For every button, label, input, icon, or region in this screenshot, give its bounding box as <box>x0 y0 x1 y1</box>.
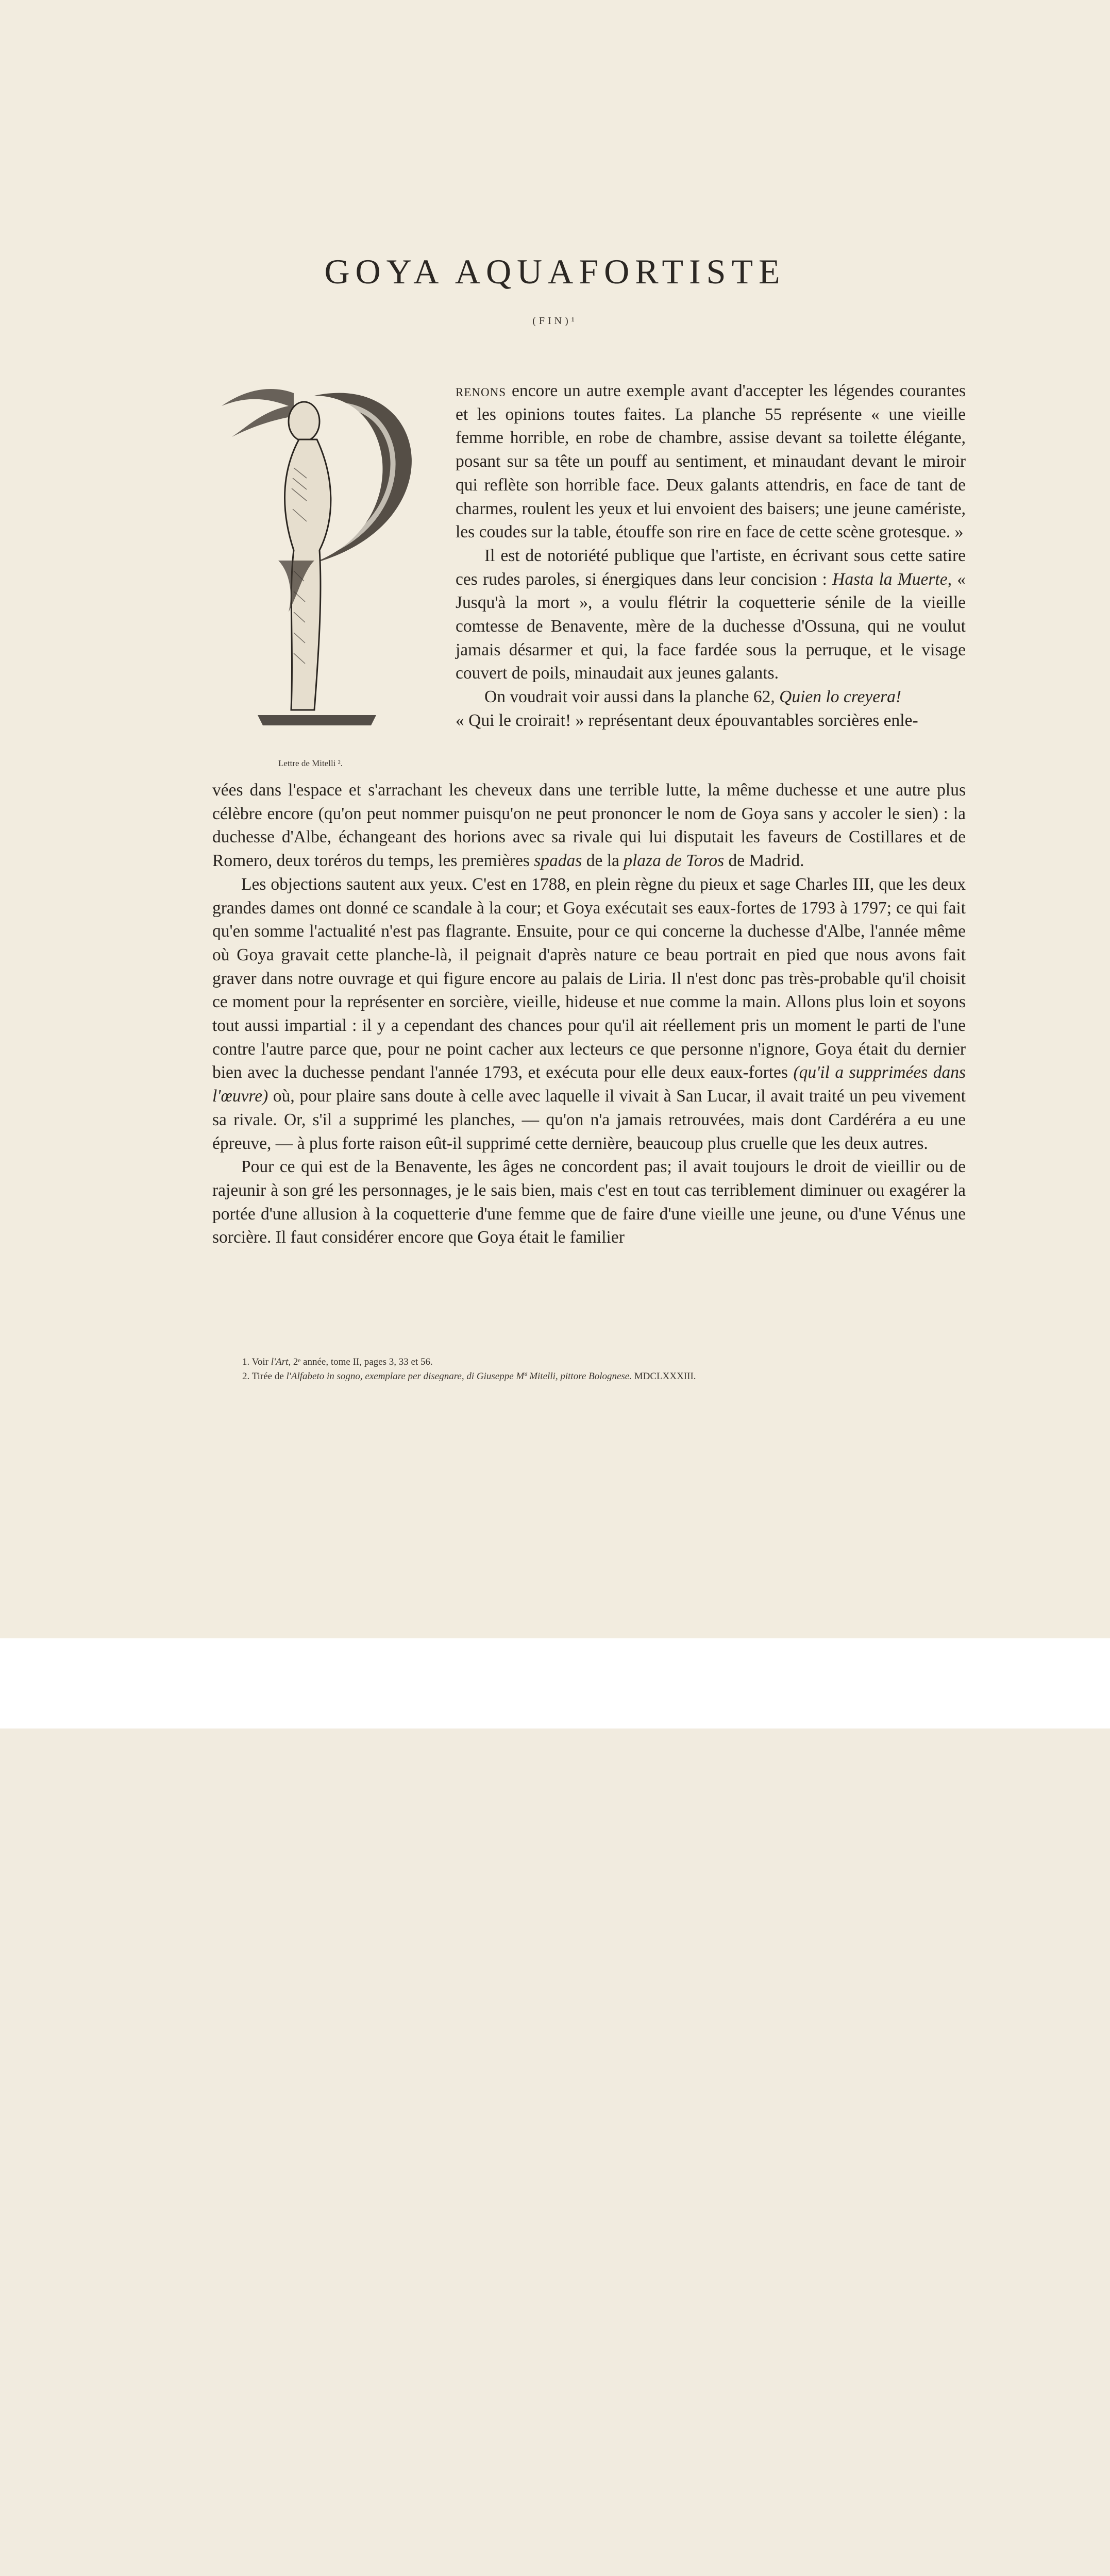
footnote-2-italic: l'Alfabeto in sogno, exemplare per disegnare, di Giuseppe Mª Mitelli, pittore Bolognese. <box>286 1371 632 1382</box>
paragraph-3-text-b: « Qui le croirait! » représentant deux épouvantables sorcières enle- <box>456 710 918 730</box>
paragraph-4-text-a: Les objections sautent aux yeux. C'est en 1788, en plein règne du pieux et sage Charles III, que les deux grandes dames ont donné ce scandale à la cour; et Goya exécutait ses eaux-fortes de 1793 à 1797; ce qui fait qu'en somme l'actualité n'est pas flagrante. Ensuite, pour ce qui concerne la duchesse d'Albe, l'année même où Goya gravait cette planche-là, il peignait d'après nature ce beau portrait en pied que nous avons fait graver dans notre ouvrage et qui figure encore au palais de Liria. Il n'est donc pas très-probable qu'il choisit ce moment pour la représenter en sorcière, vieille, hideuse et nue comme la main. Allons plus loin et soyons tout aussi impartial : il y a cependant des chances pour qu'il ait réellement pris un moment le parti de l'une contre l'autre parce que, pour ne point cacher aux lecteurs ce que personne n'ignore, Goya était du dernier bien avec la duchesse pendant l'année 1793, et exécuta pour elle deux eaux-fortes <box>212 874 966 1082</box>
body-column-narrow <box>456 379 966 733</box>
footnote-1 <box>242 1355 964 1369</box>
paragraph-3-text-a: On voudrait voir aussi dans la planche 62, <box>484 687 780 707</box>
paragraph-3-cont <box>212 778 966 873</box>
footnote-1-text-a: 1. Voir <box>242 1357 271 1367</box>
paragraph-4-text-b: où, pour plaire sans doute à celle avec laquelle il vivait à San Lucar, il avait traité un peu vivement sa rivale. Or, s'il a supprimé les planches, — qu'on n'a jamais retrouvées, mais dont Cardéréra a eu une épreuve, — à plus forte raison eût-il supprimé cette dernière, beaucoup plus cruelle que les deux autres. <box>212 1087 966 1153</box>
digitization-footer <box>0 1638 1110 1728</box>
paragraph-3-text-e: de Madrid. <box>724 851 804 871</box>
paragraph-3-text-c: vées dans l'espace et s'arrachant les cheveux dans une terrible lutte, la même duchesse et une autre plus célèbre encore (qu'on peut nommer puisqu'on ne peut prononcer le nom de Goya sans y accoler le sien) : la duchesse d'Albe, échangeant des horions avec sa rivale qui lui disputait les faveurs de Costillares et de Romero, deux toréros du temps, les premières <box>212 781 966 871</box>
paragraph-2-text-b: « Jusqu'à la mort », a voulu flétrir la coquetterie sénile de la vieille comtesse de Benavente, mère de la duchesse d'Ossuna, qui ne voulut jamais désarmer et qui, la face fardée sous la perruque, et le visage couvert de poils, minaudait aux jeunes galants. <box>456 569 966 683</box>
article-subtitle: (FIN)¹ <box>532 315 578 327</box>
paragraph-1-text: encore un autre exemple avant d'accepter les légendes courantes et les opinions toutes faites. La planche 55 représente « une vieille femme horrible, en robe de chambre, assise devant sa toilette élégante, posant sur sa tête un pouff au sentiment, et minaudant devant le miroir qui reflète son horrible face. Deux galants attendris, en face de tant de charmes, roulent les yeux et lui envoient des baisers; une jeune camériste, les coudes sur la table, étouffe son rire en face de cette scène grotesque. » <box>456 381 966 542</box>
body-column-wide <box>212 778 966 1249</box>
initial-letter-p-illustration <box>216 375 443 746</box>
paragraph-2-italic: Hasta la Muerte, <box>832 569 952 589</box>
paragraph-1 <box>456 379 966 544</box>
footnote-1-italic: l'Art <box>271 1357 289 1367</box>
footnote-2-text-b: MDCLXXXIII. <box>631 1371 696 1382</box>
paragraph-2-text-a: Il est de notoriété publique que l'artiste, en écrivant sous cette satire ces rudes paroles, si énergiques dans leur concision : <box>456 546 966 589</box>
footnote-2-text-a: 2. Tirée de <box>242 1371 287 1382</box>
initial-caption: Lettre de Mitelli ². <box>278 758 343 768</box>
paragraph-5-text: Pour ce qui est de la Benavente, les âges ne concordent pas; il avait toujours le droit de vieillir ou de rajeunir à son gré les personnages, je le sais bien, mais c'est en tout cas terriblement diminuer ou exagérer la portée d'une allusion à la coquetterie d'une femme que de faire d'une vieille une jeune, ou d'une Vénus une sorcière. Il faut considérer encore que Goya était le familier <box>212 1157 966 1247</box>
paragraph-3-text-d: de la <box>582 851 624 871</box>
paragraph-5 <box>212 1155 966 1249</box>
footnote-2 <box>242 1369 964 1384</box>
lead-in-small-caps: renons <box>456 381 507 400</box>
paragraph-4 <box>212 873 966 1155</box>
paragraph-3-italic-2: spadas <box>534 851 582 871</box>
paragraph-2 <box>456 544 966 685</box>
paragraph-3-italic: Quien lo creyera! <box>779 687 902 707</box>
article-title: GOYA AQUAFORTISTE <box>324 252 786 291</box>
paragraph-4-italic: (qu'il a supprimées dans l'œuvre) <box>212 1063 966 1106</box>
paragraph-3-italic-3: plaza de Toros <box>624 851 725 871</box>
footnote-1-text-b: , 2ᵉ année, tome II, pages 3, 33 et 56. <box>288 1357 433 1367</box>
paragraph-3-start <box>456 685 966 732</box>
footnotes <box>242 1355 964 1384</box>
